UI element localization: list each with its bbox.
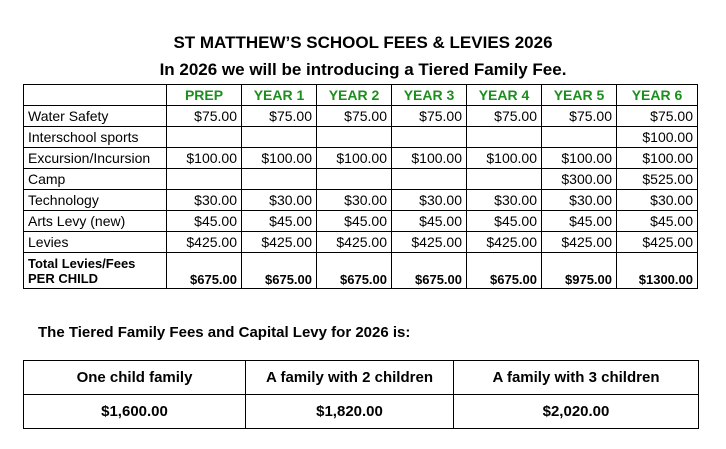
- tier-header: A family with 3 children: [454, 361, 699, 395]
- total-cell: $675.00: [317, 253, 392, 289]
- fee-cell: $75.00: [167, 106, 242, 127]
- fee-row: [24, 106, 698, 127]
- fee-cell: $425.00: [617, 232, 698, 253]
- total-label: [24, 253, 167, 289]
- fees-table: [23, 84, 698, 289]
- column-header: YEAR 1: [242, 85, 317, 106]
- fee-row: [24, 232, 698, 253]
- fee-row: [24, 211, 698, 232]
- tier-header: A family with 2 children: [246, 361, 454, 395]
- fee-cell: $30.00: [542, 190, 617, 211]
- fee-cell: $45.00: [392, 211, 467, 232]
- fee-cell: $45.00: [242, 211, 317, 232]
- fee-row-label: Interschool sports: [24, 127, 167, 148]
- total-cell: $675.00: [392, 253, 467, 289]
- fee-cell: $75.00: [317, 106, 392, 127]
- fee-row-label: Arts Levy (new): [24, 211, 167, 232]
- fee-cell: [467, 127, 542, 148]
- fee-cell: $100.00: [392, 148, 467, 169]
- tier-header: One child family: [24, 361, 246, 395]
- fee-row: [24, 169, 698, 190]
- fee-cell: [467, 169, 542, 190]
- tier-value: $1,600.00: [24, 395, 246, 429]
- total-label-line1: Total Levies/Fees: [28, 255, 136, 271]
- tiered-header-row: [24, 361, 699, 395]
- total-cell: $1300.00: [617, 253, 698, 289]
- fee-cell: $45.00: [467, 211, 542, 232]
- total-cell: $675.00: [242, 253, 317, 289]
- fee-row-label: Water Safety: [24, 106, 167, 127]
- fee-cell: $300.00: [542, 169, 617, 190]
- fee-row-label: Camp: [24, 169, 167, 190]
- total-cell: $675.00: [467, 253, 542, 289]
- corner-cell: [24, 85, 167, 106]
- fee-cell: $30.00: [242, 190, 317, 211]
- fee-cell: $100.00: [617, 127, 698, 148]
- fee-cell: $75.00: [392, 106, 467, 127]
- column-header: YEAR 2: [317, 85, 392, 106]
- fee-cell: $30.00: [317, 190, 392, 211]
- fee-cell: $75.00: [617, 106, 698, 127]
- fee-cell: $100.00: [542, 148, 617, 169]
- fee-cell: $30.00: [392, 190, 467, 211]
- fee-cell: [167, 169, 242, 190]
- total-cell: $975.00: [542, 253, 617, 289]
- fee-cell: $100.00: [317, 148, 392, 169]
- fee-cell: [242, 127, 317, 148]
- tiered-value-row: [24, 395, 699, 429]
- fee-cell: $425.00: [167, 232, 242, 253]
- tier-value: $2,020.00: [454, 395, 699, 429]
- fee-cell: $75.00: [542, 106, 617, 127]
- fee-row: [24, 190, 698, 211]
- fee-cell: [317, 127, 392, 148]
- fee-cell: $30.00: [167, 190, 242, 211]
- fee-cell: $100.00: [467, 148, 542, 169]
- fee-cell: $45.00: [317, 211, 392, 232]
- fee-cell: $525.00: [617, 169, 698, 190]
- page-subtitle: In 2026 we will be introducing a Tiered Family Fee.: [159, 60, 567, 79]
- fee-cell: $100.00: [242, 148, 317, 169]
- tiered-heading: The Tiered Family Fees and Capital Levy for 2026 is:: [38, 324, 411, 341]
- fee-cell: $45.00: [542, 211, 617, 232]
- fee-cell: $425.00: [317, 232, 392, 253]
- fee-cell: $425.00: [467, 232, 542, 253]
- column-header: YEAR 4: [467, 85, 542, 106]
- fee-cell: $425.00: [542, 232, 617, 253]
- fee-row: [24, 148, 698, 169]
- fee-cell: $30.00: [617, 190, 698, 211]
- tier-value: $1,820.00: [246, 395, 454, 429]
- total-row: [24, 253, 698, 289]
- fee-cell: $75.00: [242, 106, 317, 127]
- column-header: PREP: [167, 85, 242, 106]
- fee-cell: $425.00: [392, 232, 467, 253]
- fee-cell: $100.00: [617, 148, 698, 169]
- fee-row: [24, 127, 698, 148]
- page-title: ST MATTHEW’S SCHOOL FEES & LEVIES 2026: [173, 33, 553, 52]
- tiered-fees-table: [23, 360, 699, 429]
- fee-cell: $30.00: [467, 190, 542, 211]
- fee-row-label: Excursion/Incursion: [24, 148, 167, 169]
- column-header: YEAR 3: [392, 85, 467, 106]
- fee-row-label: Technology: [24, 190, 167, 211]
- fee-cell: $425.00: [242, 232, 317, 253]
- fee-cell: $100.00: [167, 148, 242, 169]
- fee-cell: [392, 127, 467, 148]
- fee-cell: [167, 127, 242, 148]
- fees-header-row: [24, 85, 698, 106]
- fee-cell: [242, 169, 317, 190]
- fee-row-label: Levies: [24, 232, 167, 253]
- fee-cell: $75.00: [467, 106, 542, 127]
- fee-cell: [392, 169, 467, 190]
- fee-cell: $45.00: [167, 211, 242, 232]
- fee-cell: [317, 169, 392, 190]
- fee-cell: $45.00: [617, 211, 698, 232]
- fee-cell: [542, 127, 617, 148]
- column-header: YEAR 6: [617, 85, 698, 106]
- column-header: YEAR 5: [542, 85, 617, 106]
- total-cell: $675.00: [167, 253, 242, 289]
- total-label-line2: PER CHILD: [28, 270, 99, 286]
